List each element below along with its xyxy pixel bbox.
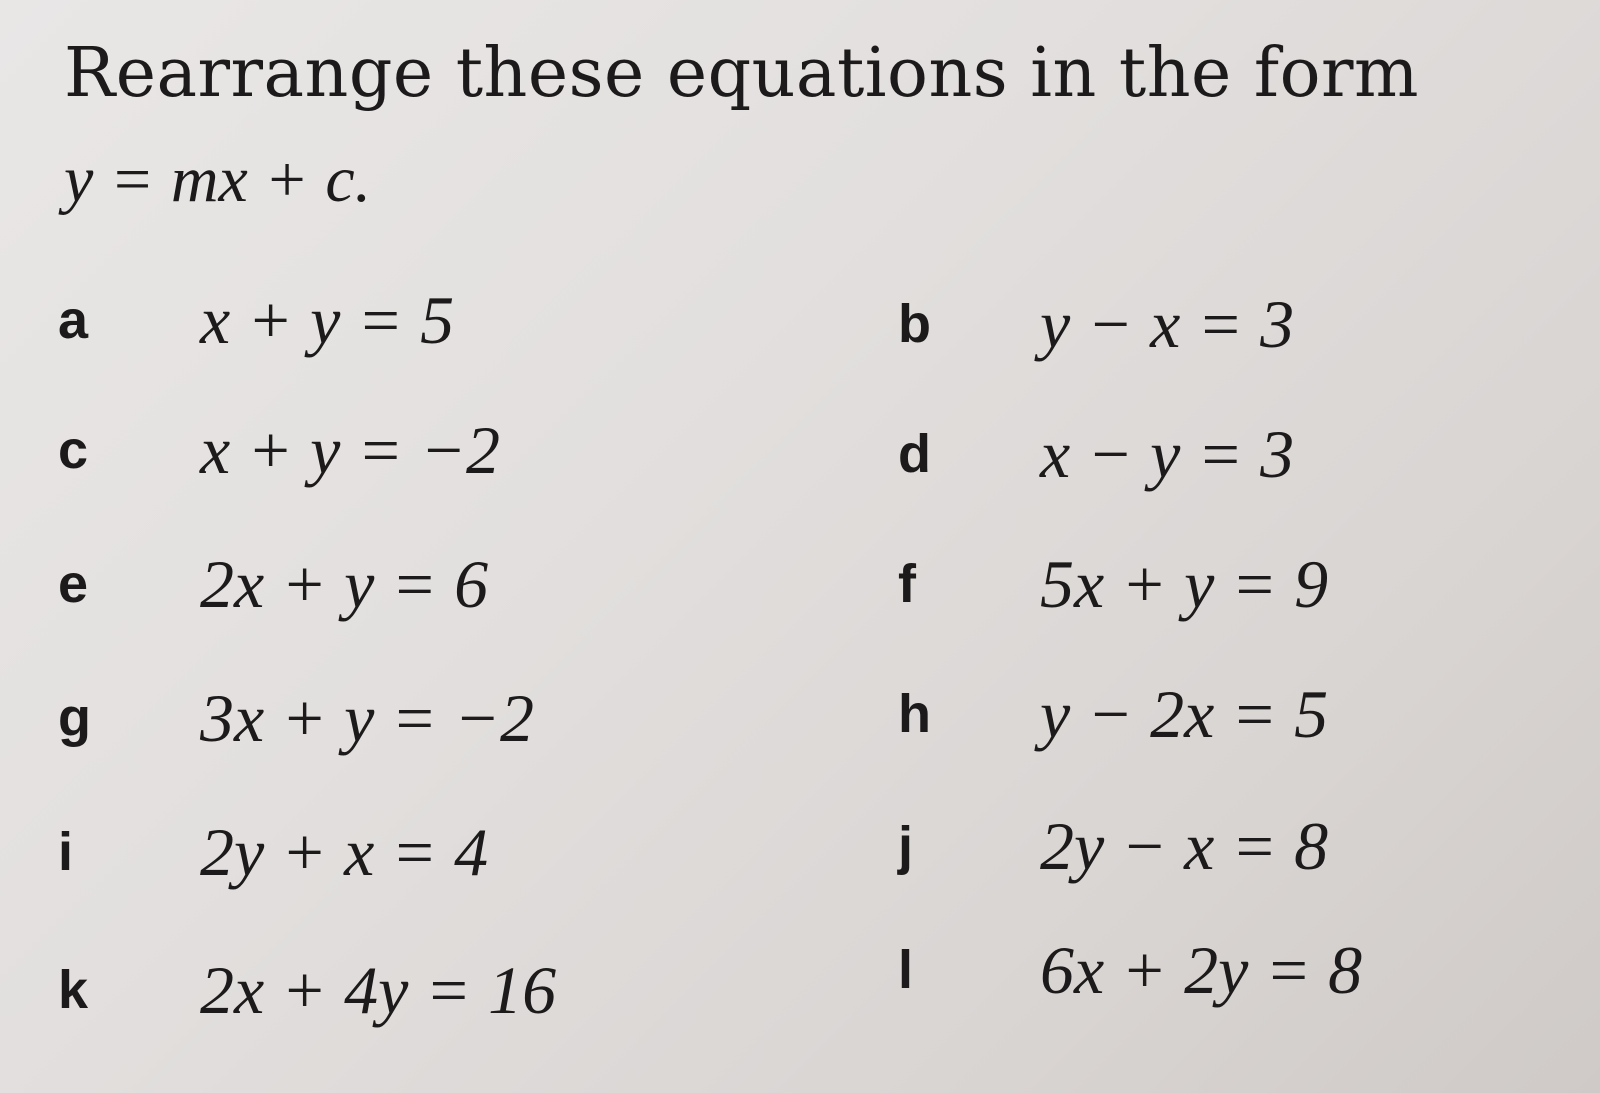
- question-equation: y − x = 3: [1040, 286, 1295, 362]
- question-letter: l: [898, 940, 914, 1000]
- question-equation: 2x + y = 6: [200, 546, 489, 622]
- question-equation: 2y − x = 8: [1040, 808, 1329, 884]
- question-equation: y − 2x = 5: [1040, 676, 1329, 752]
- question-equation: 5x + y = 9: [1040, 546, 1329, 622]
- question-letter: f: [898, 554, 916, 614]
- question-equation: x + y = −2: [200, 412, 501, 488]
- question-letter: b: [898, 294, 931, 354]
- question-letter: a: [58, 290, 89, 350]
- question-letter: g: [58, 688, 91, 748]
- question-equation: 2x + 4y = 16: [200, 952, 557, 1028]
- question-letter: c: [58, 420, 89, 480]
- question-letter: d: [898, 424, 931, 484]
- question-letter: e: [58, 554, 89, 614]
- question-equation: 6x + 2y = 8: [1040, 932, 1363, 1008]
- question-letter: h: [898, 684, 931, 744]
- target-form-formula: y = mx + c.: [64, 143, 372, 216]
- question-letter: j: [898, 816, 914, 876]
- question-equation: x − y = 3: [1040, 416, 1295, 492]
- question-equation: 2y + x = 4: [200, 814, 489, 890]
- instruction-text: Rearrange these equations in the form: [64, 34, 1419, 113]
- question-equation: 3x + y = −2: [200, 680, 535, 756]
- question-letter: i: [58, 822, 74, 882]
- question-equation: x + y = 5: [200, 282, 455, 358]
- question-letter: k: [58, 960, 89, 1020]
